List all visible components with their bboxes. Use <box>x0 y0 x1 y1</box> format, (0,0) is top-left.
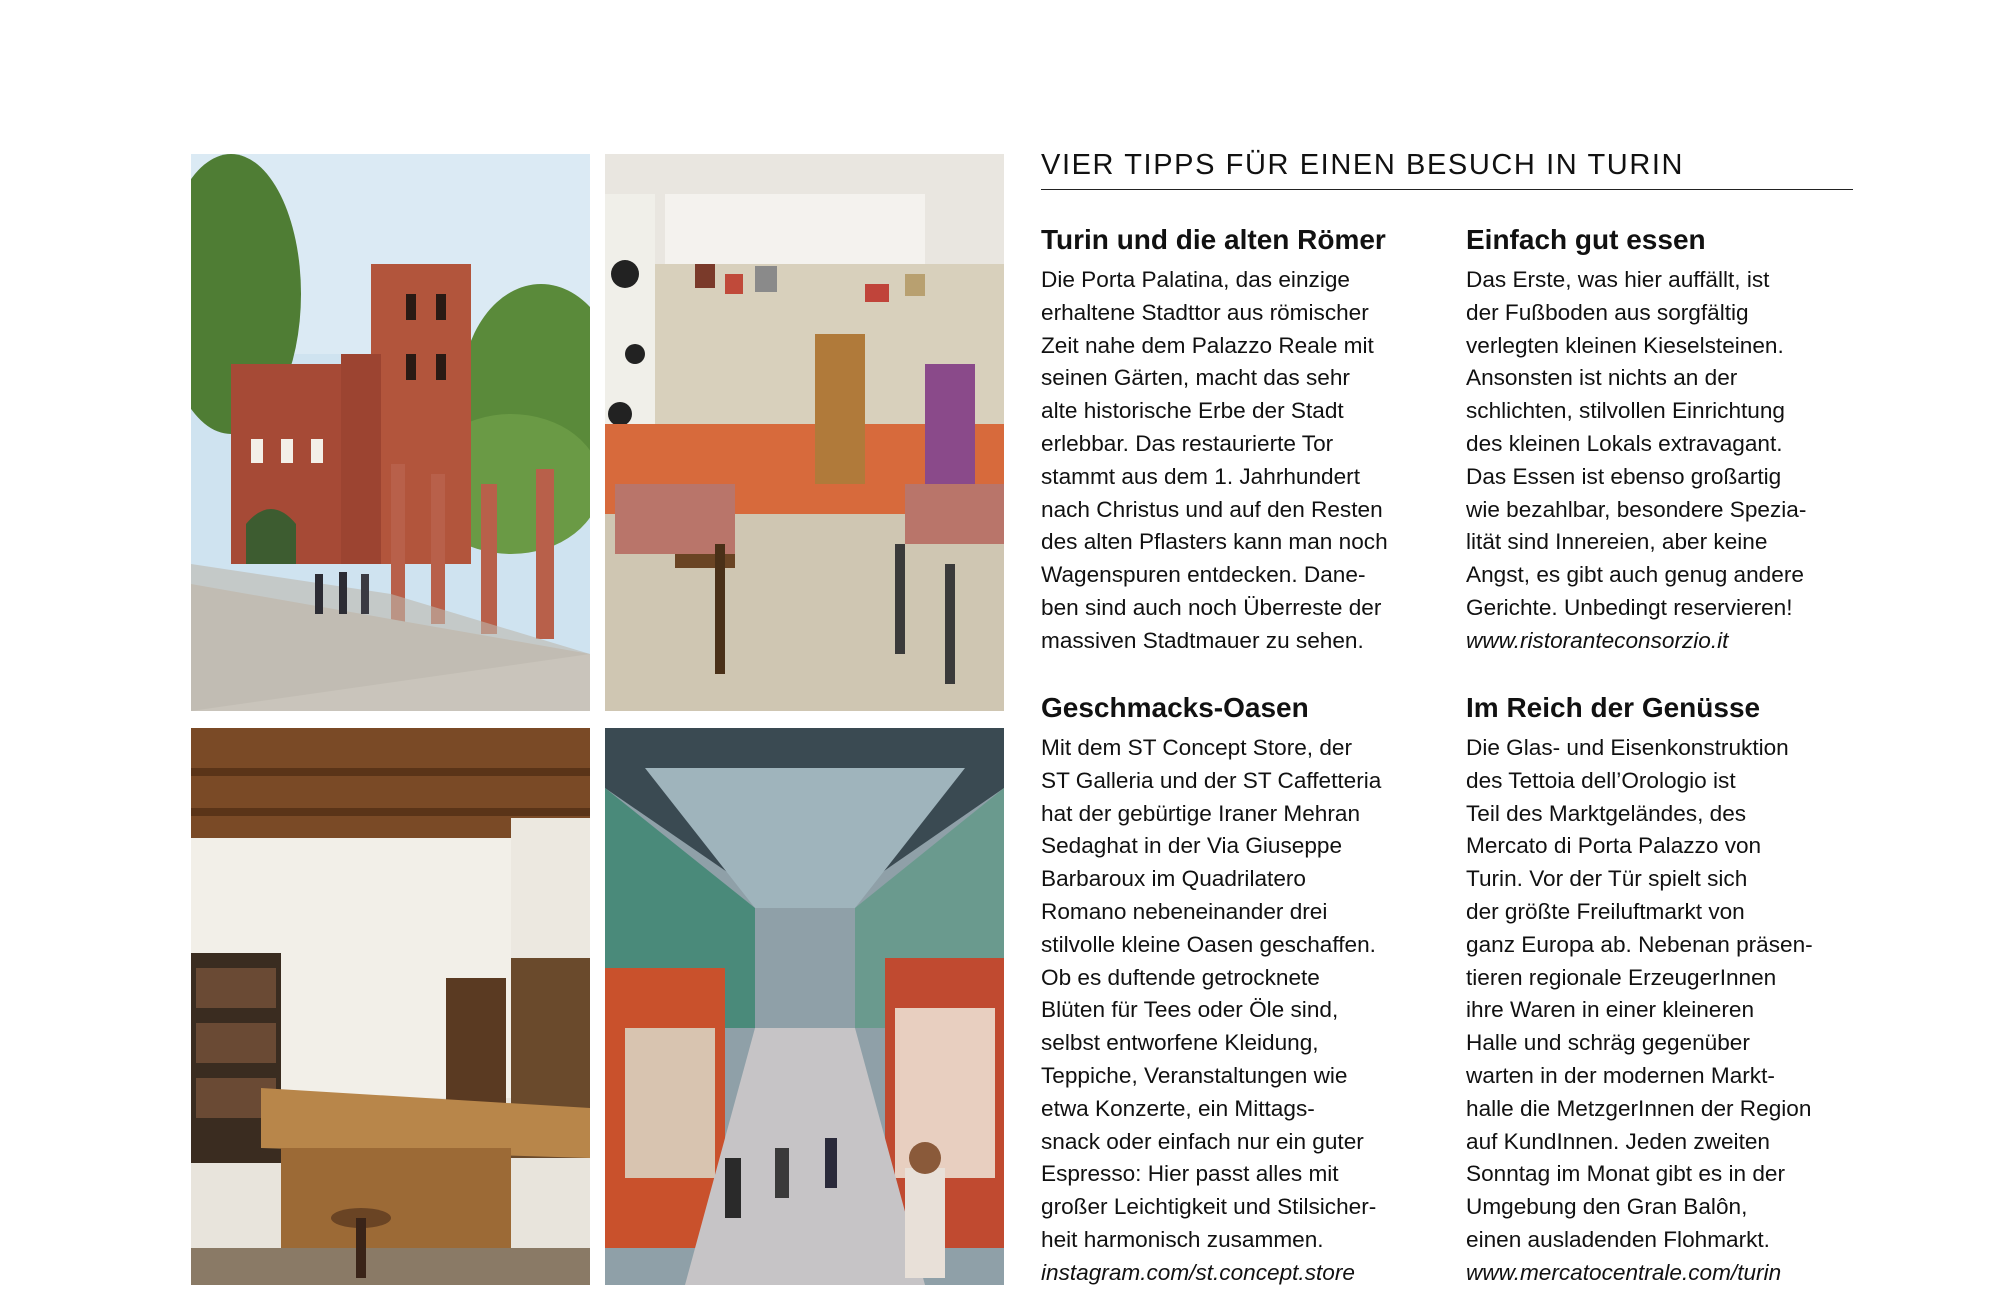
body-line: tieren regionale ErzeugerInnen <box>1466 964 1777 990</box>
page-heading: VIER TIPPS FÜR EINEN BESUCH IN TURIN <box>1041 146 1853 190</box>
body-line: Umgebung den Gran Balôn, <box>1466 1194 1748 1220</box>
body-line: Espresso: Hier passt alles mit <box>1041 1161 1339 1187</box>
section-geschmacks-oasen <box>1041 690 1461 1290</box>
body-line: snack oder einfach nur ein guter <box>1041 1128 1364 1154</box>
section-reich-der-genuesse <box>1466 690 1886 1290</box>
section-body <box>1041 264 1461 658</box>
body-line: verlegten kleinen Kieselsteinen. <box>1466 332 1784 358</box>
restaurant-link[interactable]: www.ristoranteconsorzio.it <box>1466 627 1729 653</box>
body-line: Turin. Vor der Tür spielt sich <box>1466 866 1748 892</box>
body-line: des alten Pflasters kann man noch <box>1041 529 1388 555</box>
body-line: Romano nebeneinander drei <box>1041 898 1328 924</box>
section-turin-roemer <box>1041 222 1461 658</box>
body-line: Die Glas- und Eisenkonstruktion <box>1466 735 1789 760</box>
body-line: Das Essen ist ebenso großartig <box>1466 463 1782 489</box>
body-line: stilvolle kleine Oasen geschaffen. <box>1041 931 1376 957</box>
body-line: Wagenspuren entdecken. Dane- <box>1041 562 1366 588</box>
section-body <box>1041 732 1461 1257</box>
body-line: des kleinen Lokals extravagant. <box>1466 430 1783 456</box>
body-line: etwa Konzerte, ein Mittags- <box>1041 1095 1315 1121</box>
body-line: des Tettoia dell’Orologio ist <box>1466 767 1736 793</box>
body-line: einen ausladenden Flohmarkt. <box>1466 1226 1770 1252</box>
body-line: wie bezahlbar, besondere Spezia- <box>1466 496 1807 522</box>
body-line: Die Porta Palatina, das einzige <box>1041 267 1350 292</box>
body-line: Blüten für Tees oder Öle sind, <box>1041 997 1339 1023</box>
section-title: Einfach gut essen <box>1466 224 1706 255</box>
body-line: Sedaghat in der Via Giuseppe <box>1041 833 1343 859</box>
body-line: halle die MetzgerInnen der Region <box>1466 1095 1812 1121</box>
section-einfach-gut-essen <box>1466 222 1886 658</box>
body-line: warten in der modernen Markt- <box>1466 1062 1775 1088</box>
body-line: Ob es duftende getrocknete <box>1041 964 1320 990</box>
body-line: erhaltene Stadttor aus römischer <box>1041 299 1369 325</box>
body-line: hat der gebürtige Iraner Mehran <box>1041 800 1361 826</box>
body-line: massiven Stadtmauer zu sehen. <box>1041 627 1364 653</box>
body-line: erlebbar. Das restaurierte Tor <box>1041 430 1334 456</box>
body-line: Mercato di Porta Palazzo von <box>1466 833 1762 859</box>
section-title: Im Reich der Genüsse <box>1466 692 1761 723</box>
body-line: auf KundInnen. Jeden zweiten <box>1466 1128 1770 1154</box>
body-line: alte historische Erbe der Stadt <box>1041 398 1344 424</box>
section-body <box>1466 732 1886 1257</box>
body-line: der Fußboden aus sorgfältig <box>1466 299 1749 325</box>
photo-market-hall <box>605 728 1004 1285</box>
body-line: Angst, es gibt auch genug andere <box>1466 562 1804 588</box>
body-line: seinen Gärten, macht das sehr <box>1041 365 1350 391</box>
body-line: Halle und schräg gegenüber <box>1466 1030 1750 1056</box>
body-line: großer Leichtigkeit und Stilsicher- <box>1041 1194 1377 1220</box>
photo-restaurant-interior <box>605 154 1004 711</box>
body-line: Teil des Marktgeländes, des <box>1466 800 1747 826</box>
section-title: Turin und die alten Römer <box>1041 224 1386 255</box>
body-line: ST Galleria und der ST Caffetteria <box>1041 767 1382 793</box>
body-line: ganz Europa ab. Nebenan präsen- <box>1466 931 1813 957</box>
body-line: selbst entworfene Kleidung, <box>1041 1030 1319 1056</box>
photo-concept-store <box>191 728 590 1285</box>
instagram-link[interactable]: instagram.com/st.concept.store <box>1041 1259 1355 1285</box>
body-line: ben sind auch noch Überreste der <box>1041 594 1382 620</box>
body-line: Zeit nahe dem Palazzo Reale mit <box>1041 332 1374 358</box>
market-link[interactable]: www.mercatocentrale.com/turin <box>1466 1259 1782 1285</box>
section-body <box>1466 264 1886 625</box>
body-line: heit harmonisch zusammen. <box>1041 1226 1324 1252</box>
body-line: der größte Freiluftmarkt von <box>1466 898 1745 924</box>
body-line: stammt aus dem 1. Jahrhundert <box>1041 463 1360 489</box>
body-line: ihre Waren in einer kleineren <box>1466 997 1755 1023</box>
body-line: Teppiche, Veranstaltungen wie <box>1041 1062 1348 1088</box>
body-line: Das Erste, was hier auffällt, ist <box>1466 267 1770 292</box>
body-line: Sonntag im Monat gibt es in der <box>1466 1161 1786 1187</box>
photo-porta-palatina <box>191 154 590 711</box>
body-line: nach Christus und auf den Resten <box>1041 496 1383 522</box>
body-line: Ansonsten ist nichts an der <box>1466 365 1738 391</box>
body-line: Barbaroux im Quadrilatero <box>1041 866 1306 892</box>
body-line: lität sind Innereien, aber keine <box>1466 529 1768 555</box>
body-line: Gerichte. Unbedingt reservieren! <box>1466 594 1793 620</box>
body-line: Mit dem ST Concept Store, der <box>1041 735 1353 760</box>
body-line: schlichten, stilvollen Einrichtung <box>1466 398 1785 424</box>
section-title: Geschmacks-Oasen <box>1041 692 1309 723</box>
